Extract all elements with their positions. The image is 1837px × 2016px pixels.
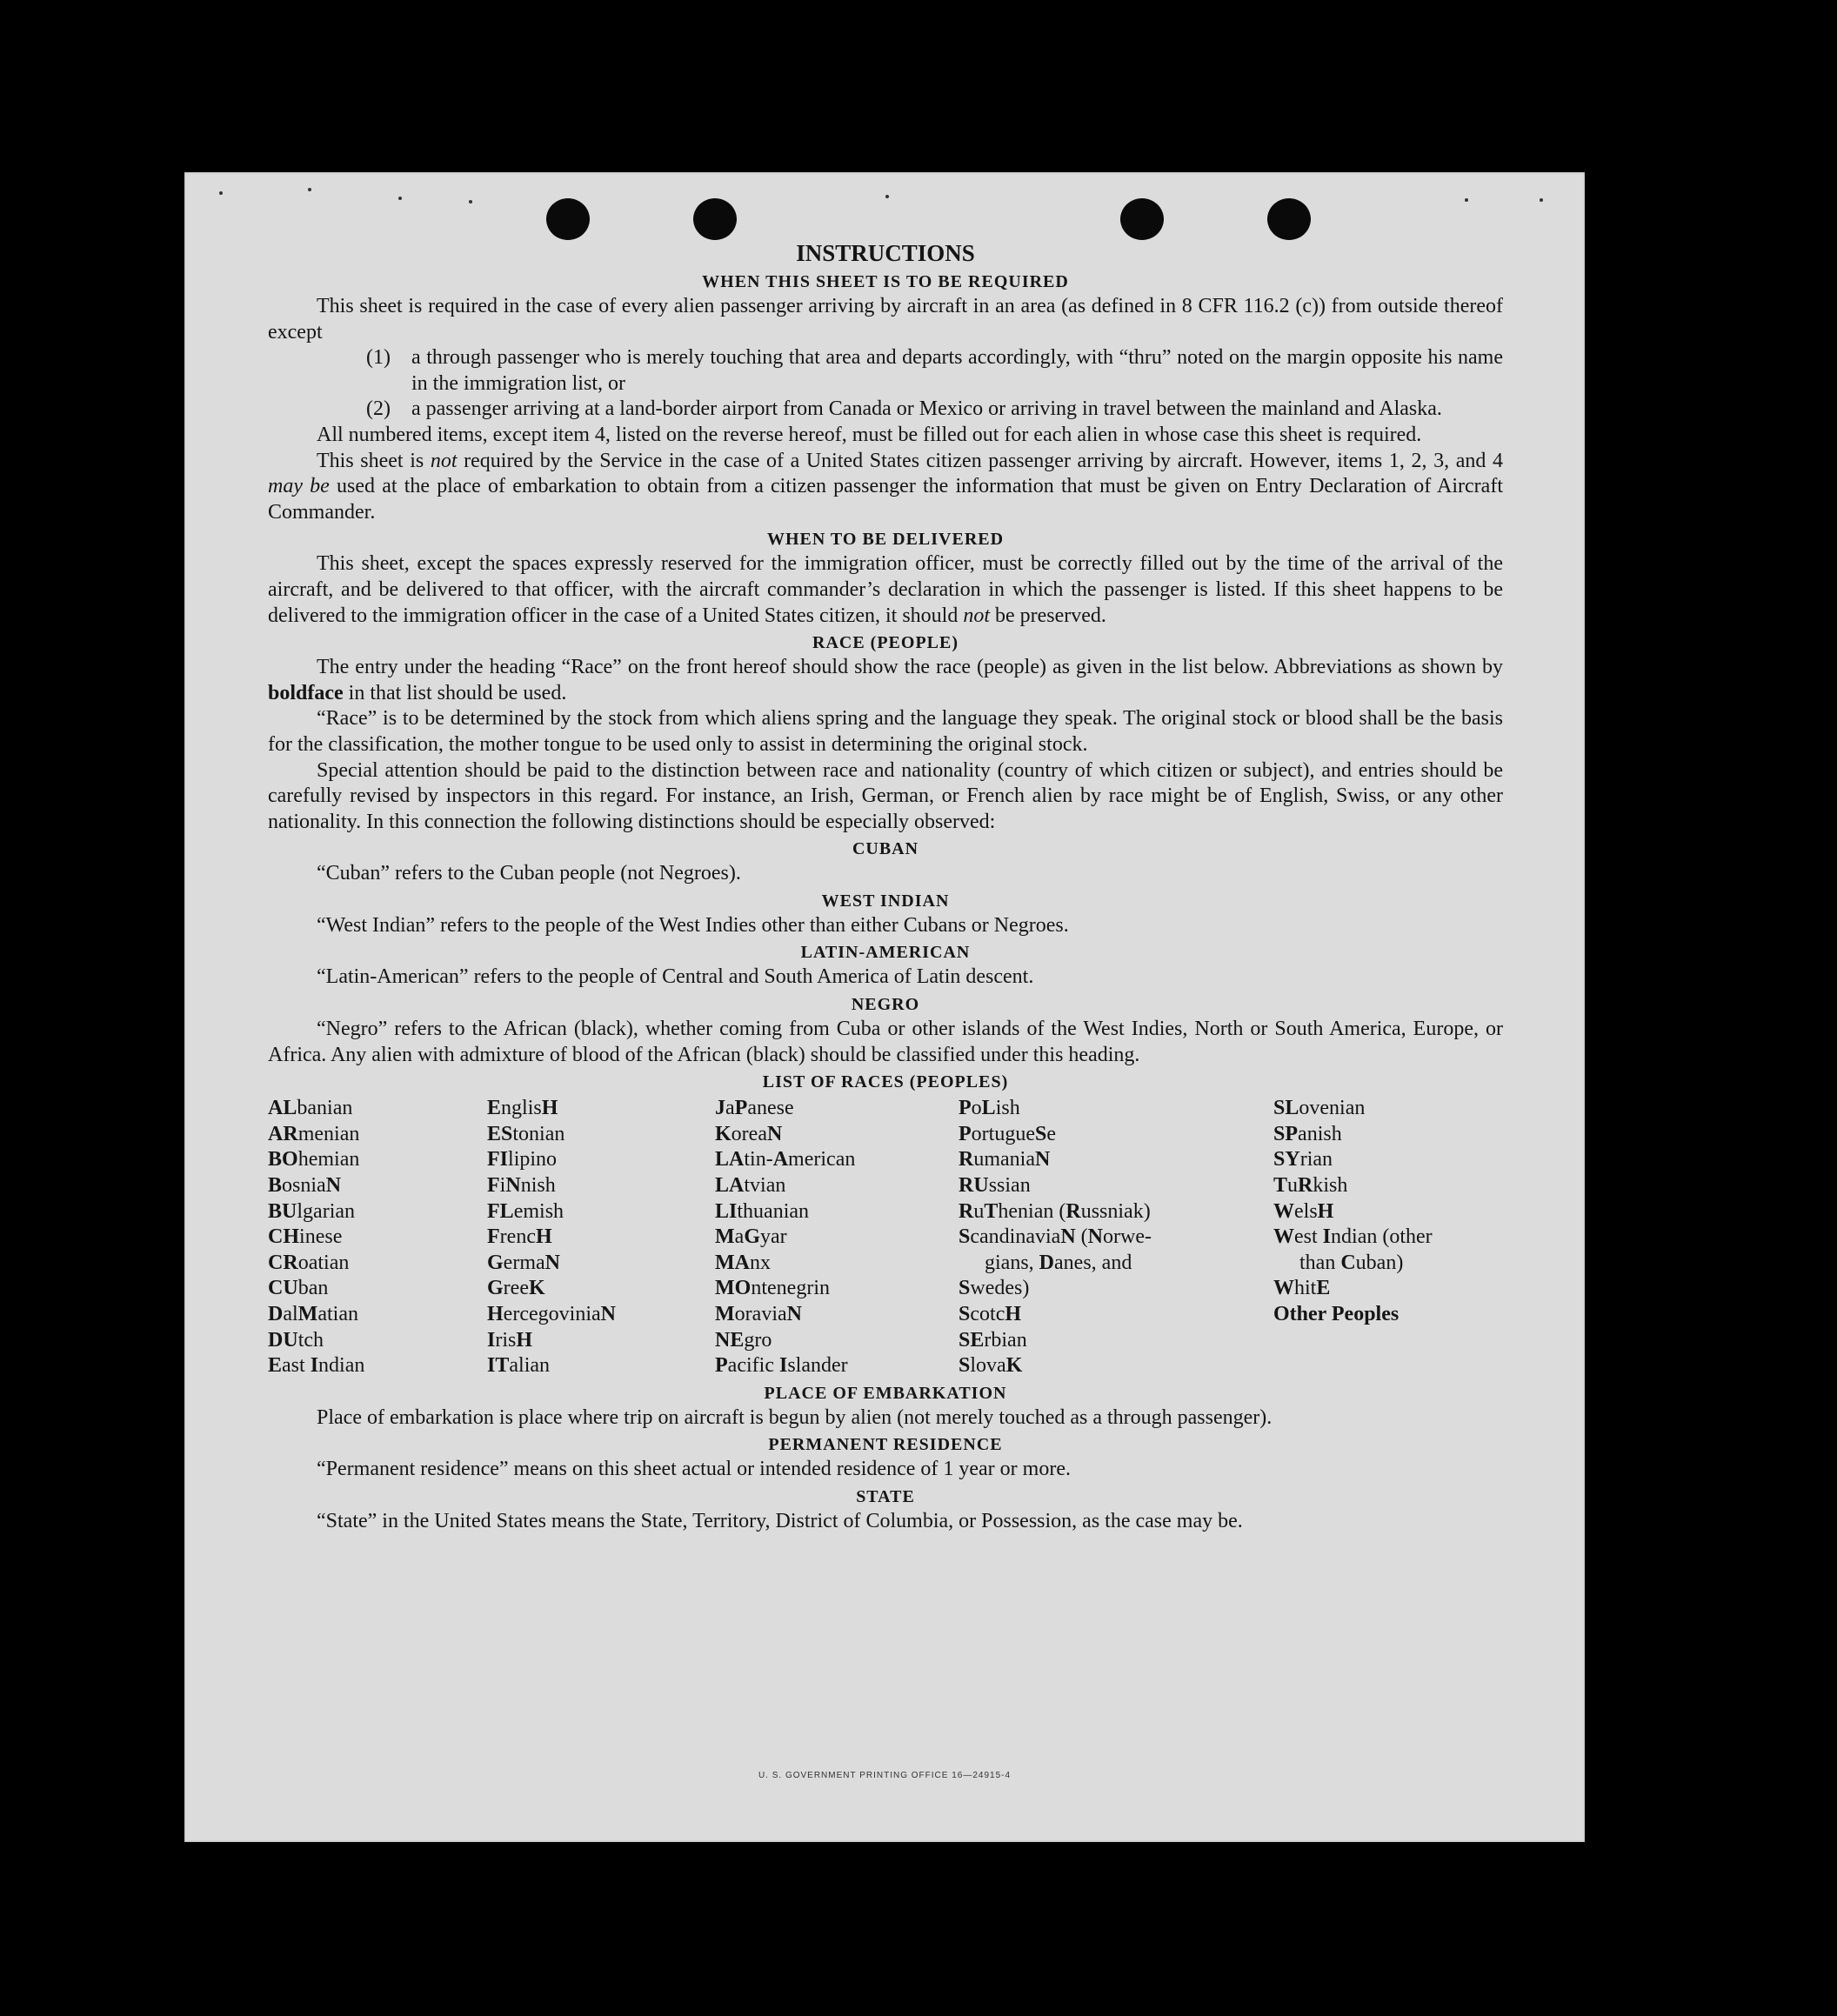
race-entry: EnglisH xyxy=(487,1097,558,1120)
race-entry: TuRkish xyxy=(1273,1174,1348,1198)
text-run: in that list should be used. xyxy=(343,681,567,704)
item-text: a passenger arriving at a land-border airport from Canada or Mexico or arriving in travel between the mainland and Alaska. xyxy=(411,397,1442,421)
section-heading: LIST OF RACES (PEOPLES) xyxy=(762,1072,1009,1092)
race-entry: MAnx xyxy=(715,1251,771,1274)
paragraph: “Race” is to be determined by the stock from which aliens spring and the language they speak. The original stock or blood shall be the basis for the classification, the mother tongue to be used only to assist in determining the original stock. xyxy=(268,707,1503,756)
race-entry: RuThenian (Russniak) xyxy=(959,1199,1151,1223)
race-entry: CHinese xyxy=(268,1225,343,1249)
text-run: This sheet is xyxy=(317,449,431,472)
race-entry: FrencH xyxy=(487,1225,552,1249)
race-entry: FiNnish xyxy=(487,1174,556,1198)
bold-run: boldface xyxy=(268,681,344,704)
race-entry: CUban xyxy=(268,1277,329,1300)
race-column xyxy=(268,1096,487,1379)
race-entry: West Indian (other xyxy=(1273,1225,1433,1249)
race-entry: FLemish xyxy=(487,1199,564,1223)
race-column xyxy=(1273,1096,1503,1379)
race-entry: EStonian xyxy=(487,1122,565,1145)
race-entry: CRoatian xyxy=(268,1251,350,1274)
paragraph xyxy=(268,449,1503,526)
race-entry: DalMatian xyxy=(268,1303,358,1325)
definition-text: “Negro” refers to the African (black), whether coming from Cuba or other islands of the West Indies, North or South America, Europe, or Africa. Any alien with admixture of blood of the African (black) should be classified under this heading. xyxy=(268,1018,1503,1066)
race-list xyxy=(268,1096,1503,1379)
punch-hole xyxy=(693,198,737,240)
italic-run: may be xyxy=(268,475,330,498)
punch-hole xyxy=(546,198,590,240)
section-heading: RACE (PEOPLE) xyxy=(812,633,959,653)
italic-run: not xyxy=(430,449,458,472)
exception-item xyxy=(268,345,1503,397)
race-entry: BOhemian xyxy=(268,1148,360,1172)
race-entry: MaGyar xyxy=(715,1225,787,1249)
paragraph xyxy=(268,551,1503,629)
race-entry: PortugueSe xyxy=(959,1122,1057,1145)
paragraph: Special attention should be paid to the distinction between race and nationality (country of which citizen or subject), and entries should be carefully revised by inspectors in this regard. For instance, an Irish, German, or French alien by race might be of English, Swiss, or any other nationality. In this connection the following distinctions should be especially observed: xyxy=(268,758,1503,833)
printer-imprint: U. S. GOVERNMENT PRINTING OFFICE 16—24915-4 xyxy=(758,1771,1012,1780)
race-entry: LAtin-American xyxy=(715,1148,856,1172)
race-entry: HercegoviniaN xyxy=(487,1303,616,1325)
race-entry: Pacific Islander xyxy=(715,1354,848,1378)
definition-text: “West Indian” refers to the people of the West Indies other than either Cubans or Negroes. xyxy=(317,913,1069,937)
race-entry: FIlipino xyxy=(487,1148,558,1172)
item-text: a through passenger who is merely touching that area and departs accordingly, with “thru” noted on the margin opposite his name in the immigration list, or xyxy=(411,346,1503,395)
definition-text: “Latin-American” refers to the people of Central and South America of Latin descent. xyxy=(317,965,1034,989)
paragraph xyxy=(268,655,1503,706)
text-run: The entry under the heading “Race” on the front hereof should show the race (people) as given in the list below. Abbreviations as shown by xyxy=(317,656,1503,679)
race-entry: ITalian xyxy=(487,1354,551,1378)
paper-speck xyxy=(469,200,472,204)
paper-speck xyxy=(219,191,223,195)
text-run: This sheet, except the spaces expressly reserved for the immigration officer, must be correctly filled out by the time of the arrival of the aircraft, and be delivered to that officer, with the aircraft commander’s declaration in which the passenger is listed. If this sheet happens to be delivered to the immigration officer in the case of a United States citizen, it should xyxy=(268,552,1503,627)
section-heading: PERMANENT RESIDENCE xyxy=(768,1435,1003,1455)
race-entry: DUtch xyxy=(268,1328,324,1352)
race-entry: PoLish xyxy=(959,1097,1020,1120)
punch-hole xyxy=(1120,198,1164,240)
punch-hole xyxy=(1267,198,1311,240)
race-entry: Other Peoples xyxy=(1273,1303,1399,1325)
paper-speck xyxy=(308,188,311,191)
section-heading: WHEN THIS SHEET IS TO BE REQUIRED xyxy=(702,272,1069,291)
race-entry: RUssian xyxy=(959,1174,1031,1198)
race-entry: LAtvian xyxy=(715,1174,786,1198)
section-heading: STATE xyxy=(856,1486,915,1506)
race-entry: JaPanese xyxy=(715,1097,794,1120)
race-entry: SlovaK xyxy=(959,1354,1023,1378)
race-entry: KoreaN xyxy=(715,1122,783,1145)
page-title: INSTRUCTIONS xyxy=(796,240,975,266)
race-entry: BUlgarian xyxy=(268,1199,356,1223)
race-entry: gians, Danes, and xyxy=(985,1251,1132,1274)
paragraph: “Permanent residence” means on this sheet actual or intended residence of 1 year or more. xyxy=(317,1458,1071,1481)
text-run: be preserved. xyxy=(990,604,1106,627)
race-entry: ScandinaviaN (Norwe- xyxy=(959,1225,1152,1249)
definition-heading: NEGRO xyxy=(851,995,920,1015)
race-entry: MOntenegrin xyxy=(715,1277,830,1300)
definition-heading: WEST INDIAN xyxy=(821,891,950,911)
race-column xyxy=(487,1096,715,1379)
race-entry: GermaN xyxy=(487,1251,560,1274)
race-entry: than Cuban) xyxy=(1299,1251,1404,1274)
race-entry: RumaniaN xyxy=(959,1148,1051,1172)
text-run: required by the Service in the case of a United States citizen passenger arriving by aircraft. However, items 1, 2, 3, and 4 xyxy=(457,449,1503,472)
race-entry: NEgro xyxy=(715,1328,772,1352)
paragraph: Place of embarkation is place where trip on aircraft is begun by alien (not merely touched as a through passenger). xyxy=(317,1405,1273,1429)
section-heading: WHEN TO BE DELIVERED xyxy=(766,530,1005,550)
italic-run: not xyxy=(963,604,990,627)
race-entry: SPanish xyxy=(1273,1122,1342,1145)
document-sheet xyxy=(184,172,1585,1842)
text-run: used at the place of embarkation to obtain from a citizen passenger the information that must be given on Entry Declaration of Aircraft Commander. xyxy=(268,475,1503,524)
race-entry: LIthuanian xyxy=(715,1199,810,1223)
race-entry: MoraviaN xyxy=(715,1303,802,1325)
race-entry: SErbian xyxy=(959,1328,1027,1352)
paper-speck xyxy=(885,195,889,198)
item-number: (1) xyxy=(366,346,391,370)
race-entry: GreeK xyxy=(487,1277,545,1300)
section-heading: PLACE OF EMBARKATION xyxy=(764,1383,1007,1403)
paragraph: All numbered items, except item 4, listed on the reverse hereof, must be filled out for each alien in whose case this sheet is required. xyxy=(317,423,1422,446)
exception-item xyxy=(268,397,1503,423)
race-entry: SYrian xyxy=(1273,1148,1333,1172)
paper-speck xyxy=(1465,198,1468,202)
definition-heading: CUBAN xyxy=(852,839,919,859)
race-entry: ScotcH xyxy=(959,1303,1022,1325)
race-entry: ALbanian xyxy=(268,1097,353,1120)
race-entry: ARmenian xyxy=(268,1122,360,1145)
definition-text: “Cuban” refers to the Cuban people (not Negroes). xyxy=(317,862,741,885)
race-entry: WhitE xyxy=(1273,1277,1331,1300)
race-entry: WelsH xyxy=(1273,1199,1334,1223)
race-column xyxy=(715,1096,959,1379)
race-entry: Swedes) xyxy=(959,1277,1030,1300)
paper-speck xyxy=(398,197,402,200)
paper-speck xyxy=(1540,198,1543,202)
paragraph: “State” in the United States means the State, Territory, District of Columbia, or Possession, as the case may be. xyxy=(317,1509,1243,1532)
race-entry: SLovenian xyxy=(1273,1097,1366,1120)
race-entry: BosniaN xyxy=(268,1174,342,1198)
item-number: (2) xyxy=(366,397,391,421)
definition-heading: LATIN-AMERICAN xyxy=(800,943,971,963)
race-column xyxy=(959,1096,1273,1379)
race-entry: IrisH xyxy=(487,1328,533,1352)
race-entry: East Indian xyxy=(268,1354,365,1378)
paragraph: This sheet is required in the case of every alien passenger arriving by aircraft in an area (as defined in 8 CFR 116.2 (c)) from outside thereof except xyxy=(268,295,1503,344)
instructions-content xyxy=(268,238,1503,1535)
